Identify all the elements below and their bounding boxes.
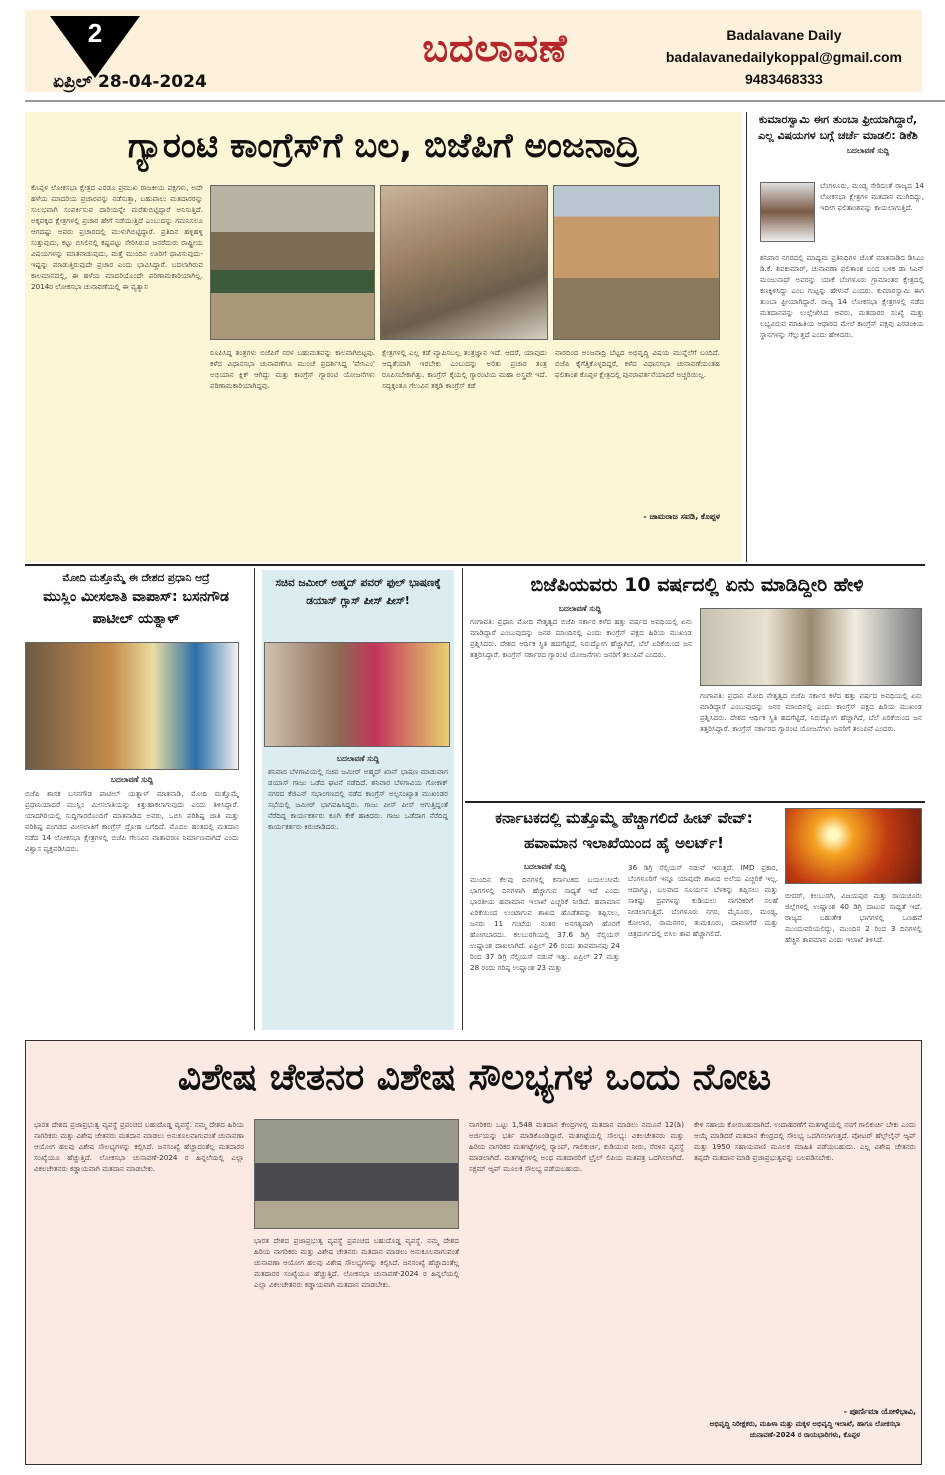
campaign-photo — [210, 185, 375, 340]
bjp-body: ಗಂಗಾವತಿ: ಪ್ರಧಾನಿ ಮೋದಿ ನೇತೃತ್ವದ ಬಿಜೆಪಿ ಸರ್ಕಾರ ಕಳೆದ ಹತ್ತು ವರ್ಷದ ಅವಧಿಯಲ್ಲಿ ಏನು ಮಾಡಿದ್ದಾರೆ ಎಂಬುವುದನ್ನು ಜನರ ಮಾಂದಿನಲ್ಲಿ ಎಂದು ಕಾಂಗ್ರೆಸ್ ಪಕ್ಷದ ಹಿರಿಯ ಮುಖಂಡ ಪ್ರಶ್ನಿಸಿದರು. ದೇಶದ ಆರ್ಥಿಕ ಸ್ಥಿತಿ ಹದಗೆಟ್ಟಿದೆ, ನಿರುದ್ಯೋಗ ಹೆಚ್ಚಾಗಿದೆ, ಬೆಲೆ ಏರಿಕೆಯಿಂದ ಜನ ತತ್ತರಿಸಿದ್ದಾರೆ. ಕಾಂಗ್ರೆಸ್ ಸರ್ಕಾರದ ಗ್ಯಾರಂಟಿ ಯೋಜನೆಗಳು ಜನರಿಗೆ ತಲುಪಿವೆ ಎಂದರು. — [470, 617, 692, 659]
yatnal-headline-small: ಮೋದಿ ಮತ್ತೊಮ್ಮೆ ಈ ದೇಶದ ಪ್ರಧಾನಿ ಆದ್ರೆ — [62, 572, 210, 584]
bjp-meeting-photo — [700, 608, 922, 686]
heatwave-credit: ಬದಲಾವಣೆ ಸುದ್ದಿ — [523, 862, 567, 871]
bottom-story-headline: ವಿಶೇಷ ಚೇತನರ ವಿಶೇಷ ಸೌಲಭ್ಯಗಳ ಒಂದು ನೋಟ — [177, 1057, 772, 1098]
bjp-credit: ಬದಲಾವಣೆ ಸುದ್ದಿ — [558, 604, 602, 613]
dk-shivakumar-photo — [760, 182, 815, 242]
yatnal-headline: ಮುಸ್ಲಿಂ ಮೀಸಲಾತಿ ವಾಪಾಸ್: ಬಸನಗೌಡ ಪಾಟೀಲ್ ಯತ್ನಾಳ್ — [43, 589, 229, 627]
bjp-body-cont: ಗಂಗಾವತಿ: ಪ್ರಧಾನಿ ಮೋದಿ ನೇತೃತ್ವದ ಬಿಜೆಪಿ ಸರ್ಕಾರ ಕಳೆದ ಹತ್ತು ವರ್ಷದ ಅವಧಿಯಲ್ಲಿ ಏನು ಮಾಡಿದ್ದಾರೆ ಎಂಬುವುದನ್ನು ಜನರ ಮಾಂದಿನಲ್ಲಿ ಎಂದು ಕಾಂಗ್ರೆಸ್ ಪಕ್ಷದ ಹಿರಿಯ ಮುಖಂಡ ಪ್ರಶ್ನಿಸಿದರು. ದೇಶದ ಆರ್ಥಿಕ ಸ್ಥಿತಿ ಹದಗೆಟ್ಟಿದೆ, ನಿರುದ್ಯೋಗ ಹೆಚ್ಚಾಗಿದೆ, ಬೆಲೆ ಏರಿಕೆಯಿಂದ ಜನ ತತ್ತರಿಸಿದ್ದಾರೆ. ಕಾಂಗ್ರೆಸ್ ಸರ್ಕಾರದ ಗ್ಯಾರಂಟಿ ಯೋಜನೆಗಳು ಜನರಿಗೆ ತಲುಪಿವೆ ಎಂದರು. — [700, 691, 922, 733]
heatwave-col3: ಬೀದರ್, ಕಲಬುರಗಿ, ವಿಜಯಪುರ ಮತ್ತು ರಾಯಚೂರು ಜಿಲ್ಲೆಗಳಲ್ಲಿ ಉಷ್ಣಾಂಶ 40 ಡಿಗ್ರಿ ದಾಟುವ ಸಾಧ್ಯತೆ ಇದೆ. ರಾಜ್ಯದ ಬಹುತೇಕ ಭಾಗಗಳಲ್ಲಿ ಒಣಹವೆ ಮುಂದುವರಿಯಲಿದ್ದು, ಮುಂದಿನ 2 ರಿಂದ 3 ದಿನಗಳಲ್ಲಿ ಹೆಚ್ಚಿನ ತಾಪಮಾನ ಎಂದು ಇಲಾಖೆ ತಿಳಿಸಿದೆ. — [785, 891, 922, 944]
paper-name: Badalavane Daily — [726, 27, 842, 43]
bjp-headline: ಬಿಜೆಪಿಯವರು 10 ವರ್ಷದಲ್ಲಿ ಏನು ಮಾಡಿದ್ದೀರಿ ಹೇಳಿ — [530, 574, 864, 596]
bottom-story-col2: ನಾಗರಿಕರು ಒಟ್ಟು 1,548 ಮತದಾನ ಕೇಂದ್ರಗಳಲ್ಲಿ ಮತದಾನ ಮಾಡಲು ನಮೂನೆ 12(ಡಿ) ಅರ್ಜಿಯನ್ನು ಭರ್ತಿ ಮಾಡಿಕೊಂಡಿದ್ದಾರೆ. ಮತಗಟ್ಟೆಯಲ್ಲಿ ಸೌಲಭ್ಯ: ವಿಕಲಚೇತನರು ಮತ್ತು ಹಿರಿಯ ನಾಗರಿಕರ ಮತಗಟ್ಟೆಗಳಲ್ಲಿ ರ‍್ಯಾಂಪ್, ಗಾಲಿಕುರ್ಚಿ, ಕುಡಿಯುವ ನೀರು, ನೆರಳಿನ ವ್ಯವಸ್ಥೆ ಮಾಡಲಾಗಿದೆ. ಮತಗಟ್ಟೆಗಳಲ್ಲಿ ಅಂಧ ಮತದಾರರಿಗೆ ಬ್ರೈಲ್ ಲಿಪಿಯ ಮತಪತ್ರ ಒದಗಿಸಲಾಗಿದೆ. ಸಕ್ಷಮ್ ಆ್ಯಪ್ ಮೂಲಕ ಸೌಲಭ್ಯ ಪಡೆಯಬಹುದು. — [469, 1120, 684, 1173]
side-story — [752, 112, 924, 562]
header-divider — [25, 100, 945, 102]
column-divider — [746, 112, 747, 562]
contact-info — [666, 24, 902, 90]
side-story-body: ಶನಿವಾರ ನಗರದಲ್ಲಿ ಮಾಧ್ಯಮ ಪ್ರತಿನಿಧಿಗಳ ಜೊತೆ ಮಾತನಾಡಿದ ಡಿಸಿಎಂ ಡಿ.ಕೆ. ಶಿವಕುಮಾರ್, ಚುನಾವಣಾ ಫಲಿತಾಂಶ ಬಂದ ಬಳಿಕ ಡಾ ಸಿಎನ್ ಮಂಜುನಾಥ್ ಅವರನ್ನು ಯಾಕೆ ಬೆಂಗಳೂರು ಗ್ರಾಮಾಂತರ ಕ್ಷೇತ್ರದಲ್ಲಿ ಕಣಕ್ಕಿಳಿಸಿದ್ದು ಎಂಬ ಗುಟ್ಟನ್ನು ಹೇಳುವೆ ಎಂದರು. ಕುಮಾರಸ್ವಾಮಿ ಈಗ ತುಂಬಾ ಫ್ರೀಯಾಗಿದ್ದಾರೆ. ರಾಜ್ಯ 14 ಲೋಕಸಭಾ ಕ್ಷೇತ್ರಗಳಲ್ಲಿ ನಡೆದ ಮತದಾನವನ್ನು ಉಲ್ಲೇಖಿಸಿದ ಅವರು, ಮತದಾರರ ಸಂಖ್ಯೆ ಮತ್ತು ಲಭ್ಯವಿರುವ ಮಾಹಿತಿಯ ಆಧಾರದ ಮೇಲೆ ಕಾಂಗ್ರೆಸ್ ಪಕ್ಷವು ಎರಡಂಕಿಯ ಸ್ಥಾನಗಳನ್ನು ಗೆಲ್ಲುತ್ತದೆ ಎಂದು ಹೇಳಿದರು. — [760, 253, 924, 339]
bjp-story — [470, 570, 924, 798]
issue-date: ಏಪ್ರಿಲ್ 28-04-2024 — [53, 72, 207, 92]
side-story-lead: ಬೆಂಗಳೂರು, ಮಂಡ್ಯ ಸೇರಿದಂತೆ ರಾಜ್ಯದ 14 ಲೋಕಸಭಾ ಕ್ಷೇತ್ರಗಳ ಮತದಾನ ಮುಗಿದಿದ್ದು, ಇದೀಗ ಫಲಿತಾಂಶವನ್ನು ಕಾಯಲಾಗುತ್ತಿದೆ. — [820, 181, 924, 212]
yatnal-story — [25, 570, 247, 1030]
bottom-byline-name: - ಪೂರ್ಣಿಮಾ ಯೋಳಿಭಾವಿ, — [843, 1407, 916, 1416]
email: badalavanedailykoppal@gmail.com — [665, 49, 902, 65]
heatwave-story — [470, 806, 924, 1030]
yatnal-photo — [25, 642, 239, 770]
top-story-col2: ರೂಪಿಸಿದ್ದ ತಂತ್ರಗಳು ಬಿಜೆಪಿಗೆ ಸರಳ ಬಹುಮತವನ್ನು ಕಾಲವಾಗಿಬಿಟ್ಟವು. ಕಳೆದ ವಿಧಾನಸಭಾ ಚುನಾವಣೆಗೂ ಮುಂಚೆ ಪ್ರದರ್ಶಿಸಿದ್ದ 'ಪೇಸಿಎಂ' ಅಭಿಯಾನ ಕ್ಲಿಕ್ ಆಗಿದ್ದು ಮತ್ತು ಕಾಂಗ್ರೆಸ್ ಗ್ಯಾರಂಟಿ ಯೋಜನೆಗಳು ಪರಿಣಾಮಕಾರಿಯಾಗಿದ್ದವು. — [210, 348, 375, 390]
zameer-headline: ಸಚಿವ ಜಮೀರ್ ಅಹ್ಮದ್ ಪವರ್ ಫುಲ್ ಭಾಷಣಕ್ಕೆ ಡಯಾಸ್ ಗ್ಲಾಸ್ ಪೀಸ್ ಪೀಸ್! — [275, 577, 441, 607]
side-story-credit: ಬದಲಾವಣೆ ಸುದ್ದಿ — [846, 146, 890, 155]
zameer-credit: ಬದಲಾವಣೆ ಸುದ್ದಿ — [336, 754, 380, 763]
yatnal-credit: ಬದಲಾವಣೆ ಸುದ್ದಿ — [110, 775, 154, 784]
thermometer-sun-photo — [785, 808, 922, 884]
anjanadri-hill-photo — [553, 185, 720, 340]
newspaper-logo: ಬದಲಾವಣೆ — [422, 26, 568, 70]
bottom-byline-role: ಅಭಿವೃದ್ಧಿ ನಿರೀಕ್ಷಕರು, ಮಹಿಳಾ ಮತ್ತು ಮಕ್ಕಳ ಅಭಿವೃದ್ಧಿ ಇಲಾಖೆ, ಹಾಗೂ ಲೋಕಸಭಾ ಚುನಾವಣೆ-2024 ರ ರಾಯಭಾರಿಗಳು, ಕೊಪ್ಪಳ — [709, 1420, 901, 1439]
zameer-story — [262, 570, 454, 1030]
section-divider — [465, 801, 925, 803]
bottom-story-col1-cont: ಭಾರತ ದೇಶದ ಪ್ರಜಾಪ್ರಭುತ್ವ ವ್ಯವಸ್ಥೆ ಪ್ರಪಂಚದ ಬಹುದೊಡ್ಡ ವ್ಯವಸ್ಥೆ. ನಮ್ಮ ದೇಶದ ಹಿರಿಯ ನಾಗರಿಕರು ಮತ್ತು ವಿಶೇಷ ಚೇತನರು ಮತದಾನ ಮಾಡಲು ಅನುಕೂಲವಾಗುವಂತೆ ಚುನಾವಣಾ ಆಯೋಗ ಹಲವು ವಿಶೇಷ ಸೌಲಭ್ಯಗಳನ್ನು ಕಲ್ಪಿಸಿದೆ. ಜನಸಂಖ್ಯೆ ಹೆಚ್ಚಾದಂತೆಲ್ಲ ಮತದಾರರ ಸಂಖ್ಯೆಯೂ ಹೆಚ್ಚುತ್ತಿದೆ. ಲೋಕಸಭಾ ಚುನಾವಣೆ-2024 ರ ಹಿನ್ನಲೆಯಲ್ಲಿ ಎಲ್ಲಾ ವಿಕಲಚೇತನರು ಕಡ್ಡಾಯವಾಗಿ ಮತದಾನ ಮಾಡಬೇಕು. — [254, 1236, 459, 1289]
heatwave-headline: ಕರ್ನಾಟಕದಲ್ಲಿ ಮತ್ತೊಮ್ಮೆ ಹೆಚ್ಚಾಗಲಿದೆ ಹೀಟ್ ವೇವ್: ಹವಾಮಾನ ಇಲಾಖೆಯಿಂದ ಹೈ ಅಲರ್ಟ್! — [495, 809, 753, 852]
page-number: 2 — [87, 18, 103, 48]
bottom-story-col3: ಕೇಳಿ ಸಹಾಯ ಕೋರಬಹುದಾಗಿದೆ. ಉದಾಹರಣೆಗೆ ಮತಗಟ್ಟೆಯಲ್ಲಿ ನನಗೆ ಗಾಲಿಕುರ್ಚಿ ಬೇಕು ಎಂದು ಆಯ್ಕೆ ಮಾಡಿದರೆ ಮತದಾನ ಕೇಂದ್ರದಲ್ಲಿ ಸೌಲಭ್ಯ ಒದಗಿಸಲಾಗುತ್ತದೆ. ವೋಟರ್ ಹೆಲ್ಪ್‌ಲೈನ್ ಆ್ಯಪ್ ಮತ್ತು 1950 ಸಹಾಯವಾಣಿ ಮೂಲಕ ಮಾಹಿತಿ ಪಡೆಯಬಹುದು. ಎಲ್ಲ ವಿಶೇಷ ಚೇತನರು ತಪ್ಪದೇ ಮತದಾನ ಮಾಡಿ ಪ್ರಜಾಪ್ರಭುತ್ವವನ್ನು ಬಲಪಡಿಸಬೇಕು. — [694, 1120, 916, 1162]
heatwave-col1: ಮುಂದಿನ ಕೆಲವು ದಿನಗಳಲ್ಲಿ ಕರ್ನಾಟಕದ ಬಯಲುಸೀಮೆ ಭಾಗಗಳಲ್ಲಿ ದಿನಗಳಾಗಿ ಹೆಚ್ಚಾಗುವ ಸಾಧ್ಯತೆ ಇದೆ ಎಂದು ಭಾರತೀಯ ಹವಾಮಾನ ಇಲಾಖೆ ಎಚ್ಚರಿಕೆ ನೀಡಿದೆ. ಹವಾಮಾನ ಏರಿಕೆಯಿಂದ ಉಂಟಾಗುವ ಶಾಖದ ಹೊಡೆತವನ್ನು ತಪ್ಪಿಸಲು, ಜನರು 11 ಗಂಟೆಯ ನಂತರ ಅನಗತ್ಯವಾಗಿ ಹೊರಗೆ ಹೋಗಬಾರದು. ಕಲಬುರಗಿಯಲ್ಲಿ 37.6 ಡಿಗ್ರಿ ಸೆಲ್ಸಿಯಸ್ ಉಷ್ಣಾಂಶ ದಾಖಲಾಗಿದೆ. ಏಪ್ರಿಲ್ 26 ರಂದು ತಾಪಮಾನವು 24 ರಿಂದ 37 ಡಿಗ್ರಿ ಸೆಲ್ಸಿಯಸ್ ನಡುವೆ ಇತ್ತು. ಏಪ್ರಿಲ್ 27 ಮತ್ತು 28 ರಂದು ಗರಿಷ್ಠ ಉಷ್ಣಾಂಶ 23 ಮತ್ತು — [470, 875, 620, 972]
top-story-col4: ವಾರದಿಂದ ಅಂಜನಾದ್ರಿ ಬೆಟ್ಟದ ಅಭಿವೃದ್ಧಿ ವಿಷಯ ಮುನ್ನೆಲೆಗೆ ಬಂದಿದೆ. ಬಿಜೆಪಿ ಕೈಗೆತ್ತಿಕೊಳ್ಳದಿದ್ದರೆ, ಕಳೆದ ವಿಧಾನಸಭಾ ಚುನಾವಣೆಯಂತಹ ಫಲಿತಾಂಶ ಕೊಪ್ಪಳ ಕ್ಷೇತ್ರದಲ್ಲಿ ಪುನರಾವರ್ತನೆಯಾದರೆ ಅಚ್ಚರಿಯಿಲ್ಲ. — [555, 348, 720, 379]
bottom-story — [25, 1040, 922, 1465]
scooter-photo — [254, 1119, 459, 1229]
column-divider — [254, 568, 255, 1030]
zameer-body: ಶನಿವಾರ ಬೆಳಗಾವಿಯಲ್ಲಿ ಸಚಿವ ಜಮೀರ್ ಅಹ್ಮದ್ ಖಾನ್ ಭಾಷಣ ಮಾಡುವಾಗ ಡಯಾಸ್ ಗಾಜು ಒಡೆದ ಘಟನೆ ನಡೆದಿದೆ. ಶನಿವಾರ ಬೆಳಗಾವಿಯ ಗೋಕಾಕ್ ನಗರದ ಕೆಜಿಎನ್ ಸಭಾಂಗಣದಲ್ಲಿ ನಡೆದ ಕಾಂಗ್ರೆಸ್ ಅಲ್ಪಸಂಖ್ಯಾತ ಮುಖಂಡರ ಸಭೆಯಲ್ಲಿ ಜಮೀರ್ ಭಾಗವಹಿಸಿದ್ದರು. ಗಾಜು ಪೀಸ್ ಪೀಸ್ ಆಗುತ್ತಿದ್ದಂತೆ ನೆರೆದಿದ್ದ ಕಾರ್ಯಕರ್ತರು ಕೂಗಿ ಕೇಕೆ ಹಾಕಿದರು. ಗಾಜು ಒಡೆದಾಗ ನೆರೆದಿದ್ದ ಕಾರ್ಯಕರ್ತರು ಕಿರುಚಾಡಿದರು. — [268, 767, 448, 831]
column-divider — [462, 568, 463, 1030]
top-story-col1: ಕೊಪ್ಪಳ ಲೋಕಸಭಾ ಕ್ಷೇತ್ರದ ಎರಡೂ ಪ್ರಮುಖ ರಾಜಕೀಯ ಪಕ್ಷಗಳು, ಅದೇ ಹಳೆಯ ಮಾದರಿಯ ಪ್ರಚಾರವನ್ನು ನಡೆಸುತ್ತಾ, ಬಹುಪಾಲು ಮತದಾರರನ್ನು ಸುಲಭವಾಗಿ ಸಂಪರ್ಕಿಸುವ ದಾರಿಯನ್ನೇ ಮರೆತುಬಿಟ್ಟಿದ್ದಾರೆ ಅನಿಸುತ್ತಿದೆ. ಅಕ್ಕಪಕ್ಕದ ಕ್ಷೇತ್ರಗಳಲ್ಲಿ ಪ್ರಚಾರ ಹೇಗೆ ನಡೆಯುತ್ತಿದೆ ಎಂಬುದನ್ನು ಗಮನಿಸಲೂ ಆಗದಷ್ಟು ಅವರು ಪ್ರಚಾರದಲ್ಲಿ ಮುಳುಗಿಬಿಟ್ಟಿದ್ದಾರೆ. ಪ್ರತಿದಿನ ಹಳ್ಳಿಹಳ್ಳಿ ಸುತ್ತುವುದು, ಕಟ್ಟು ಬಿಸಿಲಿನಲ್ಲಿ ಕಷ್ಟಪಟ್ಟು ಸೇರಿಸಿರುವ ಜನರೆದುರು ರಾಷ್ಟ್ರೀಯ ವಿಷಯಗಳನ್ನು ಮಾತನಾಡುವುದು, ಮತ್ತೆ ಮುಂದಿನ ಊರಿಗೆ ಧಾವಿಸುವುದು- ಇಷ್ಟನ್ನು ಮಾಡುತ್ತಿರುವುದೇ ಪ್ರಚಾರ ಎಂದು ಭಾವಿಸಿದ್ದಾರೆ. ಬದಲಾಗಿರುವ ಕಾಲಮಾನದಲ್ಲಿ, ಈ ಹಳೆಯ ಮಾದರಿಯೊಂದೇ ಪರಿಣಾಮಕಾರಿಯಾಗಿಲ್ಲ. 2014ರ ಲೋಕಸಭಾ ಚುನಾವಣೆಯಲ್ಲಿ ಈ ವ್ಯತ್ಯಾಸ — [31, 183, 203, 291]
campaign-workers-photo — [380, 185, 548, 340]
masthead-band — [25, 10, 922, 92]
side-story-headline: ಕುಮಾರಸ್ವಾಮಿ ಈಗ ತುಂಬಾ ಫ್ರೀಯಾಗಿದ್ದಾರೆ, ಎಲ್ಲ ವಿಷಯಗಳ ಬಗ್ಗೆ ಚರ್ಚೆ ಮಾಡಲಿ: ಡಿಕೆಶಿ — [758, 113, 918, 142]
top-story-headline: ಗ್ಯಾರಂಟಿ ಕಾಂಗ್ರೆಸ್‌ಗೆ ಬಲ, ಬಿಜೆಪಿಗೆ ಅಂಜನಾದ್ರಿ — [127, 126, 640, 166]
yatnal-body: ಬಿಜೆಪಿ ಶಾಸಕ ಬಸನಗೌಡ ಪಾಟೀಲ್ ಯತ್ನಾಳ್ ಮಾತನಾಡಿ, ಮೋದಿ ಮತ್ತೊಮ್ಮೆ ಪ್ರಧಾನಿಯಾದರೆ ಮುಸ್ಲಿಂ ಮೀಸಲಾತಿಯನ್ನು ಕಿತ್ತುಹಾಕಲಾಗುವುದು ಎಂದು ತಿಳಿಸಿದ್ದಾರೆ. ಯಾದಗಿರಿಯಲ್ಲಿ ಸುದ್ದಿಗಾರರೊಂದಿಗೆ ಮಾತನಾಡಿದ ಅವರು, ಒಬಿಸಿ ಪರಿಶಿಷ್ಟ ಜಾತಿ ಮತ್ತು ಪರಿಶಿಷ್ಟ ಪಂಗಡದ ಮೀಸಲಾತಿಗೆ ಕಾಂಗ್ರೆಸ್ ದ್ರೋಹ ಬಗೆದಿದೆ. ಮೊದಲ ಹಂತದಲ್ಲಿ ಮತದಾನ ನಡೆದ 14 ಲೋಕಸಭಾ ಕ್ಷೇತ್ರಗಳಲ್ಲಿ ಬಿಜೆಪಿ ಗೆಲುವಿನ ವಾತಾವರಣ ನಿರ್ಮಾಣವಾಗಿದೆ ಎಂದು ವಿಶ್ವಾಸ ವ್ಯಕ್ತಪಡಿಸಿದರು. — [25, 789, 239, 853]
top-story-col3: ಕ್ಷೇತ್ರಗಳಲ್ಲಿ ಎಲ್ಲ ಕಡೆ ವ್ಯಾಪಿಸಬಲ್ಲ ತಂತ್ರಜ್ಞಾನ ಇದೆ. ಆದರೆ, ಯಾವುದು ಆದ್ಯತೆಯಾಗಿ ಇರಬೇಕು ಎಂಬುದನ್ನು ಅರಿತು ಪ್ರಚಾರ ತಂತ್ರ ರೂಪಿಸಬೇಕಾಗಿತ್ತು. ಕಾಂಗ್ರೆಸ್ ಕೈಯಲ್ಲಿ ಗ್ಯಾರಂಟಿಯ ಮಹಾ ಅಸ್ತ್ರವೇ ಇದೆ. ಸದ್ಯಕ್ಕಂತೂ ಗೆಲುವಿನ ತಕ್ಕಡಿ ಕಾಂಗ್ರೆಸ್ ಕಡೆ — [382, 348, 547, 390]
heatwave-col2: 36 ಡಿಗ್ರಿ ಸೆಲ್ಸಿಯಸ್ ನಡುವೆ ಇರುತ್ತದೆ. IMD ಪ್ರಕಾರ, ಬೆಂಗಳೂರಿಗೆ ಇನ್ನೂ ಯಾವುದೇ ಶಾಖದ ಅಲೆಯ ಎಚ್ಚರಿಕೆ ಇಲ್ಲ. ಆದಾಗ್ಯೂ, ಬಲವಾದ ಸೂರ್ಯನ ಬೆಳಕನ್ನು ತಪ್ಪಿಸಲು ಮತ್ತು ಸಾಕಷ್ಟು ದ್ರವಗಳನ್ನು ಕುಡಿಯಲು ನಾಗರಿಕರಿಗೆ ಸಲಹೆ ನೀಡಲಾಗುತ್ತಿದೆ. ಬೆಂಗಳೂರು ನಗರ, ಮೈಸೂರು, ಮಂಡ್ಯ, ಕೋಲಾರ, ರಾಮನಗರ, ತುಮಕೂರು, ದಾವಣಗೆರೆ ಮತ್ತು ಚಿತ್ರದುರ್ಗದಲ್ಲಿ ಬಿಸಿಲ ತಾಪ ಹೆಚ್ಚಾಗಲಿದೆ. — [628, 863, 778, 938]
top-story — [25, 112, 742, 562]
bottom-story-col1: ಭಾರತ ದೇಶದ ಪ್ರಜಾಪ್ರಭುತ್ವ ವ್ಯವಸ್ಥೆ ಪ್ರಪಂಚದ ಬಹುದೊಡ್ಡ ವ್ಯವಸ್ಥೆ. ನಮ್ಮ ದೇಶದ ಹಿರಿಯ ನಾಗರಿಕರು ಮತ್ತು ವಿಶೇಷ ಚೇತನರು ಮತದಾನ ಮಾಡಲು ಅನುಕೂಲವಾಗುವಂತೆ ಚುನಾವಣಾ ಆಯೋಗ ಹಲವು ವಿಶೇಷ ಸೌಲಭ್ಯಗಳನ್ನು ಕಲ್ಪಿಸಿದೆ. ಜನಸಂಖ್ಯೆ ಹೆಚ್ಚಾದಂತೆಲ್ಲ ಮತದಾರರ ಸಂಖ್ಯೆಯೂ ಹೆಚ್ಚುತ್ತಿದೆ. ಲೋಕಸಭಾ ಚುನಾವಣೆ-2024 ರ ಹಿನ್ನಲೆಯಲ್ಲಿ ಎಲ್ಲಾ ವಿಕಲಚೇತನರು ಕಡ್ಡಾಯವಾಗಿ ಮತದಾನ ಮಾಡಬೇಕು. — [34, 1120, 244, 1173]
zameer-photo — [264, 642, 450, 747]
section-divider — [25, 564, 925, 566]
top-story-byline: - ಚಾಮರಾಜ ಸವಡಿ, ಕೊಪ್ಪಳ — [643, 512, 720, 521]
phone: 9483468333 — [744, 71, 823, 87]
